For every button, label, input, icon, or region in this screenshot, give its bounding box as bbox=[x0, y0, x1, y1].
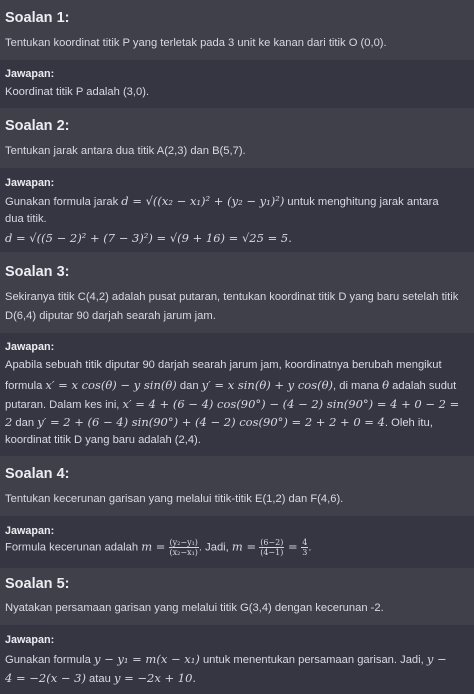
denominator: (4−1) bbox=[260, 548, 284, 557]
text: adalah sudut bbox=[389, 380, 457, 392]
soalan-3-answer-line-5: koordinat titik D yang baru adalah (2,4). bbox=[5, 434, 201, 446]
text: dan bbox=[12, 417, 38, 429]
soalan-2-answer-line-3: d = √((5 − 2)² + (7 − 3)²) = √(9 + 16) = √25 = 5. bbox=[5, 231, 292, 245]
soalan-2-answer-line-2: dua titik. bbox=[5, 213, 47, 225]
slope-values-fraction bbox=[259, 538, 284, 557]
value: 2 bbox=[5, 415, 13, 429]
text: Gunakan formula bbox=[5, 654, 94, 666]
text: formula bbox=[5, 380, 46, 392]
text: putaran. Dalam kes ini, bbox=[5, 399, 123, 411]
text: atau bbox=[85, 673, 114, 685]
soalan-1-question: Tentukan koordinat titik P yang terletak pada 3 unit ke kanan dari titik O (0,0). bbox=[5, 37, 387, 49]
soalan-1-answer-label: Jawapan: bbox=[5, 68, 55, 80]
text: . Jadi, bbox=[198, 541, 232, 554]
calc-x: x′ = 4 + (6 − 4) cos(90°) − (4 − 2) sin(90°) = 4 + 0 − 2 = bbox=[122, 397, 460, 411]
text: . Oleh itu, bbox=[384, 417, 433, 429]
m-lhs-2: m = bbox=[231, 539, 257, 554]
soalan-1-answer-box bbox=[0, 60, 474, 108]
soalan-4-question: Tentukan kecerunan garisan yang melalui titik-titik E(1,2) dan F(4,6). bbox=[5, 493, 344, 505]
soalan-2-answer-label: Jawapan: bbox=[5, 177, 55, 189]
soalan-3-answer-label: Jawapan: bbox=[5, 341, 55, 353]
soalan-2-question: Tentukan jarak antara dua titik A(2,3) dan B(5,7). bbox=[5, 145, 246, 157]
text: dan bbox=[176, 380, 202, 392]
numerator: (6−2) bbox=[260, 538, 284, 547]
soalan-2-answer-line-1 bbox=[5, 194, 439, 208]
text: untuk menentukan persamaan garisan. Jadi, bbox=[199, 654, 427, 666]
equation-1: 4 = −2(x − 3) bbox=[5, 671, 86, 685]
soalan-3-question-line-2: D(6,4) diputar 90 darjah searah jarum jam. bbox=[5, 310, 216, 322]
soalan-4-answer-line-1 bbox=[5, 538, 311, 557]
soalan-5-title: Soalan 5: bbox=[5, 576, 70, 592]
soalan-3-answer-line-1: Apabila sebuah titik diputar 90 darjah searah jarum jam, koordinatnya berubah mengikut bbox=[5, 359, 442, 371]
soalan-2-title: Soalan 2: bbox=[5, 118, 70, 134]
calc-y: y′ = 2 + (6 − 4) sin(90°) + (4 − 2) cos(90°) = 2 + 2 + 0 = 4 bbox=[37, 415, 385, 429]
formula-y: y′ = x sin(θ) + y cos(θ) bbox=[201, 378, 333, 392]
equals: = bbox=[284, 539, 302, 554]
soalan-5-answer-line-1 bbox=[5, 652, 447, 666]
denominator: 3 bbox=[302, 548, 308, 557]
soalan-5-answer-label: Jawapan: bbox=[5, 634, 55, 646]
text: , di mana bbox=[333, 380, 383, 392]
soalan-3-answer-line-2 bbox=[5, 378, 456, 392]
text: . bbox=[308, 541, 312, 554]
soalan-4-answer-label: Jawapan: bbox=[5, 525, 55, 537]
numerator: 4 bbox=[302, 538, 308, 547]
text: Gunakan formula jarak bbox=[5, 196, 122, 208]
equation-2: y = −2x + 10. bbox=[113, 671, 197, 685]
soalan-5-answer-line-2 bbox=[5, 671, 196, 685]
text: Formula kecerunan adalah bbox=[5, 541, 142, 554]
soalan-3-question-line-1: Sekiranya titik C(4,2) adalah pusat putaran, tentukan koordinat titik D yang baru setelah titik bbox=[5, 291, 459, 303]
soalan-3-answer-line-3 bbox=[5, 397, 459, 411]
soalan-1-title: Soalan 1: bbox=[5, 10, 70, 26]
m-lhs: m = bbox=[141, 539, 166, 554]
numerator: (y₂−y₁) bbox=[169, 538, 198, 547]
soalan-3-answer-line-4 bbox=[5, 415, 433, 429]
soalan-3-title: Soalan 3: bbox=[5, 264, 70, 280]
soalan-1-answer: Koordinat titik P adalah (3,0). bbox=[5, 86, 150, 98]
distance-formula: d = √((x₂ − x₁)² + (y₂ − y₁)²) bbox=[121, 194, 285, 208]
theta: θ bbox=[382, 378, 390, 392]
soalan-5-question: Nyatakan persamaan garisan yang melalui titik G(3,4) dengan kecerunan -2. bbox=[5, 602, 384, 614]
slope-formula-fraction bbox=[169, 538, 199, 557]
point-slope-formula: y − y₁ = m(x − x₁) bbox=[93, 652, 200, 666]
formula-x: x′ = x cos(θ) − y sin(θ) bbox=[45, 378, 177, 392]
text: untuk menghitung jarak antara bbox=[284, 196, 439, 208]
soalan-4-title: Soalan 4: bbox=[5, 466, 70, 482]
denominator: (x₂−x₁) bbox=[169, 548, 198, 557]
equation-start: y − bbox=[426, 652, 447, 666]
